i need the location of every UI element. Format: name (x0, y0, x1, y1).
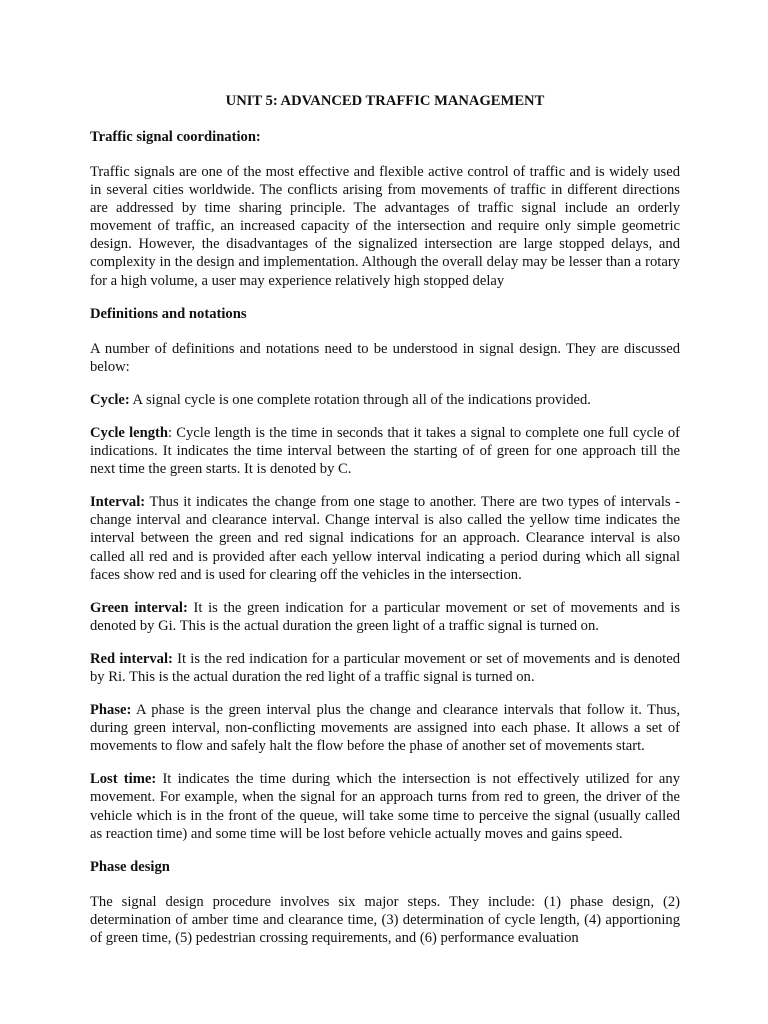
definition-text: It is the green indication for a particular movement or set of movements and is denoted by Gi. This is the actual duration the green light of a traffic signal is turned on. (90, 599, 681, 634)
definition-term: Cycle length (90, 424, 168, 441)
document-title: UNIT 5: ADVANCED TRAFFIC MANAGEMENT (225, 93, 545, 109)
definition-term: Green interval: (90, 599, 188, 616)
definition-term: Phase: (90, 702, 132, 719)
paragraph-phase-design: The signal design procedure involves six major steps. They include: (1) phase design, (2) determination of amber time and clearance time, (3) determination of cycle length, (4) apportioning of green time, (5) pedestrian crossing requirements, and (6) performance evaluation (90, 893, 680, 946)
definition-term: Interval: (90, 494, 146, 511)
definition-red-interval (90, 650, 680, 686)
definition-cycle (90, 391, 680, 409)
paragraph-signal-coordination: Traffic signals are one of the most effective and flexible active control of traffic and is widely used in several cities worldwide. The conflicts arising from movements of traffic in different directions are addressed by time sharing principle. The advantages of traffic signal include an orderly movement of traffic, an increased capacity of the intersection and require only simple geometric design. However, the disadvantages of the signalized intersection are large stopped delays, and complexity in the design and implementation. Although the overall delay may be lesser than a rotary for a high volume, a user may experience relatively high stopped delay (90, 164, 680, 289)
definition-interval (90, 493, 680, 583)
definition-term: Lost time: (90, 771, 157, 788)
definition-text: It indicates the time during which the intersection is not effectively utilized for any movement. For example, when the signal for an approach turns from red to green, the driver of the vehicle which is in the front of the queue, will take some time to perceive the signal (usually called as reaction time) and some time will be lost before vehicle actually moves and gains speed. (90, 771, 680, 842)
paragraph-definitions-intro: A number of definitions and notations need to be understood in signal design. They are discussed below: (90, 340, 680, 375)
section-heading-definitions: Definitions and notations (90, 305, 247, 322)
definition-cycle-length (90, 424, 680, 478)
definition-term: Cycle: (90, 391, 130, 408)
definition-term: Red interval: (90, 650, 173, 667)
section-heading-signal-coordination: Traffic signal coordination: (90, 129, 261, 145)
definition-text: Thus it indicates the change from one stage to another. There are two types of intervals - change interval and clearance interval. Change interval is also called the yellow time indicates the interval between the green and red signal indications for an approach. Clearance interval is also called all red and is provided after each yellow interval indicating a period during which all signal faces show red and is used for clearing off the vehicles in the intersection. (90, 494, 680, 583)
definition-text: A signal cycle is one complete rotation through all of the indications provided. (129, 391, 591, 408)
section-heading-phase-design: Phase design (90, 858, 170, 875)
definition-text: A phase is the green interval plus the change and clearance intervals that follow it. Thus, during green interval, non-conflicting movements are assigned into each phase. It allows a set of movements to flow and safely halt the flow before the phase of another set of movements start. (90, 702, 680, 755)
definition-phase (90, 701, 680, 755)
definition-lost-time (90, 770, 680, 842)
definition-text: It is the red indication for a particular movement or set of movements and is denoted by Ri. This is the actual duration the red light of a traffic signal is turned on. (90, 650, 680, 685)
definition-text: : Cycle length is the time in seconds that it takes a signal to complete one full cycle of indications. It indicates the time interval between the starting of of green for one approach till the next time the green starts. It is denoted by C. (90, 424, 681, 478)
definition-green-interval (90, 599, 680, 635)
